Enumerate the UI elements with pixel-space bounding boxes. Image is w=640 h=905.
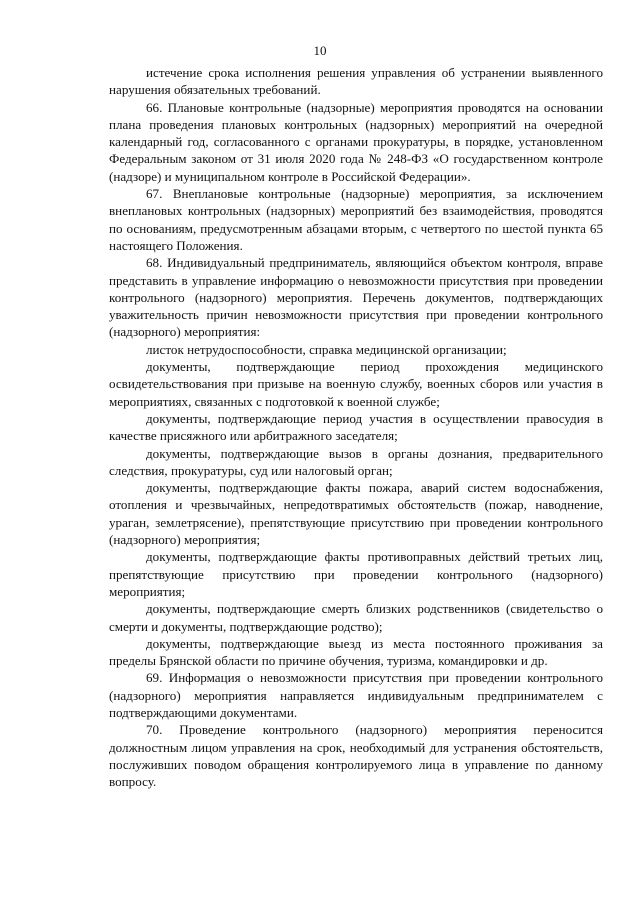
list-item-jury: документы, подтверждающие период участия в осуществлении правосудия в качестве присяжного или арбитражного заседателя;: [109, 410, 603, 444]
paragraph-70: 70. Проведение контрольного (надзорного) мероприятия переносится должностным лицом управления на срок, необходимый для устранения обстоятельств, послуживших поводом обращения контролируемого лица в управление по данному вопросу.: [109, 722, 603, 790]
list-item-unlawful-acts: документы, подтверждающие факты противоправных действий третьих лиц, препятствующие присутствию при проведении контрольного (надзорного) мероприятия;: [109, 549, 603, 599]
list-item-emergency: документы, подтверждающие факты пожара, аварий систем водоснабжения, отопления и чрезвычайных, непредотвратимых обстоятельств (пожар, наводнение, ураган, землетрясение), препятствующие присутствию при проведении контрольного (надзорного) мероприятия;: [109, 480, 603, 548]
list-item-death: документы, подтверждающие смерть близких родственников (свидетельство о смерти и документы, подтверждающие родство);: [109, 601, 603, 634]
list-item-military: документы, подтверждающие период прохождения медицинского освидетельствования при призыве на военную службу, военных сборов или участия в мероприятиях, связанных с подготовкой к военной службе;: [109, 359, 603, 409]
paragraph-69: 69. Информация о невозможности присутствия при проведении контрольного (надзорного) мероприятия направляется индивидуальным предпринимателем с подтверждающими документами.: [109, 670, 603, 720]
paragraph-continuation: истечение срока исполнения решения управления об устранении выявленного нарушения обязательных требований.: [109, 65, 603, 98]
list-item-sick-leave: листок нетрудоспособности, справка медицинской организации;: [146, 341, 507, 357]
list-item-departure: документы, подтверждающие выезд из места постоянного проживания за пределы Брянской области по причине обучения, туризма, командировки и др.: [109, 635, 603, 669]
page-number: 10: [313, 43, 327, 58]
paragraph-67: 67. Внеплановые контрольные (надзорные) мероприятия, за исключением внеплановых контрольных (надзорных) мероприятий без взаимодействия, проводятся по основаниям, предусмотренным абзацами вторым, с четвертого по шестой пункта 65 настоящего Положения.: [109, 186, 603, 253]
paragraph-68: 68. Индивидуальный предприниматель, являющийся объектом контроля, вправе представить в управление информацию о невозможности присутствия при проведении контрольного (надзорного) мероприятия. Перечень документов, подтверждающих уважительность причин невозможности присутствия при проведении контрольного (надзорного) мероприятия:: [109, 255, 603, 340]
list-item-summons: документы, подтверждающие вызов в органы дознания, предварительного следствия, прокуратуры, суд или налоговый орган;: [109, 445, 603, 478]
document-body: [109, 64, 603, 790]
paragraph-66: 66. Плановые контрольные (надзорные) мероприятия проводятся на основании плана проведения плановых контрольных (надзорных) мероприятий на очередной календарный год, согласованного с органами прокуратуры, в порядке, установленном Федеральным законом от 31 июля 2020 года № 248-ФЗ «О государственном контроле (надзоре) и муниципальном контроле в Российской Федерации».: [109, 99, 603, 184]
